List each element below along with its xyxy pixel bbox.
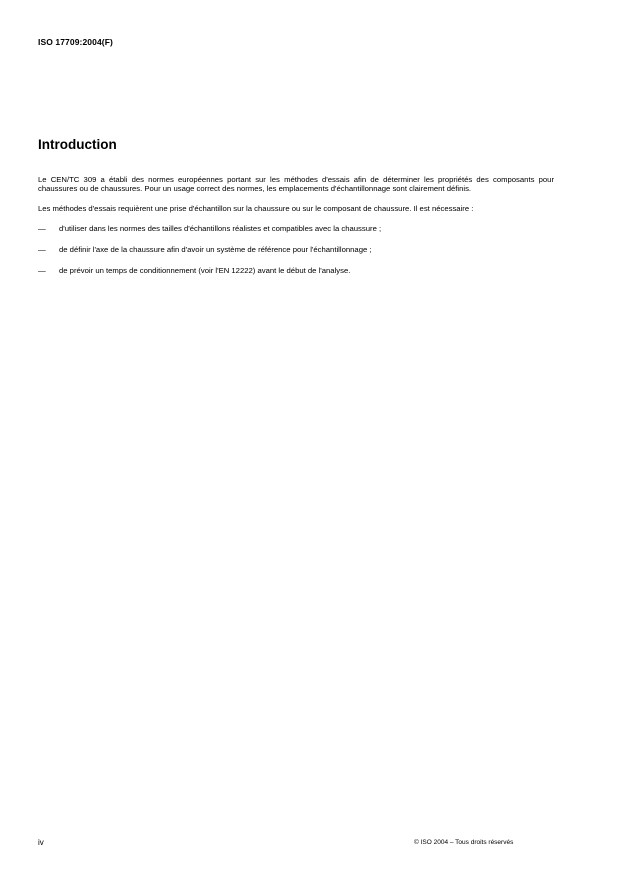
section-body	[38, 175, 554, 287]
list-item-text: de définir l'axe de la chaussure afin d'avoir un système de référence pour l'échantillonnage ;	[59, 245, 372, 254]
list-item	[38, 266, 554, 275]
list-item	[38, 224, 554, 233]
section-title: Introduction	[38, 137, 117, 152]
list-item-text: de prévoir un temps de conditionnement (voir l'EN 12222) avant le début de l'analyse.	[59, 266, 351, 275]
list-item	[38, 245, 554, 254]
dash-marker: —	[38, 245, 46, 254]
intro-paragraph-1: Le CEN/TC 309 a établi des normes européennes portant sur les méthodes d'essais afin de déterminer les propriétés des composants pour chaussures ou de chaussures. Pour un usage correct des normes, les emplacements d'échantillonnage sont clairement définis.	[38, 175, 554, 193]
intro-paragraph-2: Les méthodes d'essais requièrent une prise d'échantillon sur la chaussure ou sur le composant de chaussure. Il est nécessaire :	[38, 204, 474, 213]
list-item-text: d'utiliser dans les normes des tailles d'échantillons réalistes et compatibles avec la chaussure ;	[59, 224, 382, 233]
dash-marker: —	[38, 266, 46, 275]
dash-marker: —	[38, 224, 46, 233]
document-id-header: ISO 17709:2004(F)	[38, 37, 113, 47]
copyright-notice: © ISO 2004 – Tous droits réservés	[414, 839, 514, 846]
requirements-list	[38, 224, 554, 275]
page-number: iv	[38, 838, 44, 847]
